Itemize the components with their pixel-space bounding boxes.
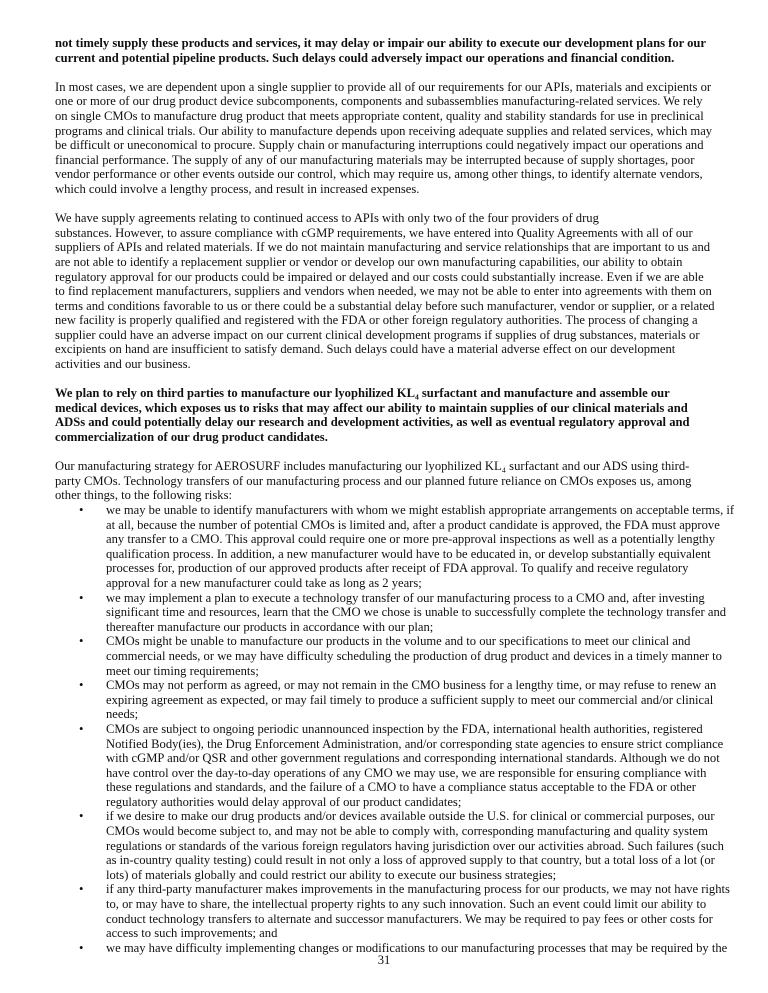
text-line: qualification process. In addition, a new manufacturer would have to be educated in, or develop substantially equivalent [106, 546, 711, 561]
text-line: suppliers of APIs and related materials. If we do not maintain manufacturing and service relationships that are important to us and [55, 240, 711, 255]
text-line: thereafter manufacture our products in accordance with our plan; [106, 619, 434, 634]
bullet-icon: • [79, 940, 84, 955]
text-line: programs and clinical trials. Our ability to manufacture depends upon receiving adequate supplies and related services, which may [55, 123, 713, 138]
text-line: if we desire to make our drug products and/or devices available outside the U.S. for clinical or commercial purposes, our [106, 809, 715, 824]
text-line: substances. However, to assure compliance with cGMP requirements, we have entered into Quality Agreements with all of our [55, 225, 693, 240]
text-line: excipients on hand are insufficient to satisfy demand. Such delays could have a material adverse effect on our development [55, 342, 676, 357]
text-line: commercial needs, or we may have difficulty scheduling the production of drug product and devices in a timely manner to [106, 648, 722, 663]
bullet-icon: • [79, 590, 84, 605]
text-line: financial performance. The supply of any of our manufacturing materials may be interrupted because of supply shortages, poor [55, 152, 695, 167]
text-line: ADSs and could potentially delay our research and development activities, as well as eventual regulatory approval and [55, 415, 690, 430]
text-line: current and potential pipeline products. Such delays could adversely impact our operations and financial condition. [55, 50, 675, 65]
text-line: vendor performance or other events outside our control, which may require us, among other things, to identify alternate vendors, [55, 167, 703, 182]
text-line: regulatory authorities would delay approval of our product candidates; [106, 794, 462, 809]
text-line: regulations or standards of the various foreign regulators having jurisdiction over our activities abroad. Such failures (such [106, 838, 724, 853]
text-line: access to such improvements; and [106, 926, 278, 941]
text-line: regulatory approval for our products could be impaired or delayed and our costs could substantially increase. Even if we are able [55, 269, 704, 284]
paragraph-spacer [55, 445, 745, 460]
section-heading [55, 386, 745, 444]
bullet-item [55, 722, 745, 810]
text-line: We plan to rely on third parties to manufacture our lyophilized KL₄ surfactant and manufacture and assemble our [55, 386, 670, 401]
text-line: supplier could have an adverse impact on our current clinical development programs if supplies of drug substances, materials or [55, 327, 700, 342]
paragraph [55, 211, 745, 372]
text-line: these regulations and standards, and the failure of a CMO to have a compliance status acceptable to the FDA or other [106, 780, 696, 795]
text-line: are not able to identify a replacement supplier or vendor or develop our own manufacturing capabilities, our ability to obtain [55, 254, 683, 269]
bullet-icon: • [79, 678, 84, 693]
text-line: one or more of our drug product device subcomponents, components and subassemblies manufacturing-related services. We rely [55, 94, 703, 109]
text-line: which could involve a lengthy process, and result in increased expenses. [55, 181, 420, 196]
text-line: In most cases, we are dependent upon a single supplier to provide all of our requirements for our APIs, materials and excipients or [55, 79, 712, 94]
bullet-icon: • [79, 503, 84, 517]
text-line: terms and conditions favorable to us or there could be a substantial delay before such manufacturer, vendor or supplier, or a related [55, 298, 715, 313]
text-line: on single CMOs to manufacture drug product that meets appropriate content, quality and stability standards for use in preclinical [55, 108, 704, 123]
text-line: processes for, production of our approved products after receipt of FDA approval. To qualify and receive regulatory [106, 561, 689, 576]
text-line: approval for a new manufacturer could take as long as 2 years; [106, 575, 422, 590]
text-line: not timely supply these products and services, it may delay or impair our ability to execute our development plans for our [55, 36, 707, 50]
text-line: to, or may have to share, the intellectual property rights to any such innovation. Such an event could limit our ability to [106, 897, 707, 912]
bullet-icon: • [79, 809, 84, 824]
text-line: CMOs are subject to ongoing periodic unannounced inspection by the FDA, international health authorities, registered [106, 721, 703, 736]
document-body [55, 36, 745, 955]
text-line: we may implement a plan to execute a technology transfer of our manufacturing process to a CMO and, after investing [106, 590, 705, 605]
bullet-icon: • [79, 634, 84, 649]
text-line: activities and our business. [55, 357, 191, 372]
text-line: expiring agreement as expected, or may fail timely to produce a sufficient supply to meet our commercial and/or clinical [106, 692, 714, 707]
text-line: Our manufacturing strategy for AEROSURF includes manufacturing our lyophilized KL₄ surfactant and our ADS using third- [55, 459, 690, 474]
bullet-item [55, 503, 745, 591]
bullet-item [55, 591, 745, 635]
text-line: other things, to the following risks: [55, 488, 233, 503]
text-line: We have supply agreements relating to continued access to APIs with only two of the four providers of drug [55, 211, 599, 226]
text-line: party CMOs. Technology transfers of our manufacturing process and our planned future reliance on CMOs exposes us, among [55, 473, 692, 488]
text-line: with cGMP and/or QSR and other government regulations and corresponding international standards. Although we do not [106, 751, 720, 766]
text-line: have control over the day-to-day operations of any CMO we may use, we are responsible for ensuring compliance with [106, 765, 707, 780]
bullet-item [55, 809, 745, 882]
bullet-icon: • [79, 882, 84, 897]
bullet-icon: • [79, 721, 84, 736]
text-line: significant time and resources, learn that the CMO we chose is unable to successfully complete the technology transfer and [106, 605, 727, 620]
paragraph [55, 80, 745, 197]
text-line: CMOs might be unable to manufacture our products in the volume and to our specifications to meet our clinical and [106, 634, 691, 649]
text-line: meet our timing requirements; [106, 663, 259, 678]
text-line: if any third-party manufacturer makes improvements in the manufacturing process for our products, we may not have rights [106, 882, 730, 897]
text-line: medical devices, which exposes us to risks that may affect our ability to maintain supplies of our clinical materials and [55, 400, 688, 415]
text-line: we may be unable to identify manufacturers with whom we might establish appropriate arrangements on acceptable terms, if [106, 503, 735, 517]
text-line: Notified Body(ies), the Drug Enforcement Administration, and/or corresponding state agencies to ensure strict compliance [106, 736, 724, 751]
text-line: CMOs would become subject to, and may not be able to comply with, corresponding manufacturing and quality system [106, 824, 708, 839]
text-line: needs; [106, 707, 139, 722]
text-line: lots) of materials globally and could restrict our ability to execute our business strategies; [106, 867, 557, 882]
text-line: conduct technology transfers to alternate and successor manufacturers. We may be required to pay fees or other costs for [106, 911, 713, 926]
paragraph [55, 459, 745, 503]
text-line: new facility is properly qualified and registered with the FDA or other foreign regulatory authorities. The process of changing a [55, 313, 698, 328]
paragraph-spacer [55, 197, 745, 212]
text-line: any transfer to a CMO. This approval could require one or more pre-approval inspections as well as a potentially lengthy [106, 532, 715, 547]
paragraph-spacer [55, 65, 745, 80]
text-line: at all, because the number of potential CMOs is limited and, after a product candidate is approved, the FDA must approve [106, 517, 720, 532]
page-number: 31 [377, 953, 391, 967]
paragraph-spacer [55, 372, 745, 387]
text-line: be difficult or uneconomical to procure. Supply chain or manufacturing interruptions could negatively impact our operations and [55, 138, 704, 153]
bullet-item [55, 882, 745, 940]
text-line: commercialization of our drug product candidates. [55, 430, 328, 445]
section-heading [55, 36, 745, 65]
text-line: we may have difficulty implementing changes or modifications to our manufacturing processes that may be required by the [106, 940, 728, 955]
text-line: as in-country quality testing) could result in not only a loss of approved supply to that country, but a total loss of a lot (or [106, 853, 715, 868]
bullet-item [55, 678, 745, 722]
text-line: to find replacement manufacturers, suppliers and vendors when needed, we may not be able to enter into agreements with them on [55, 284, 712, 299]
bullet-item [55, 634, 745, 678]
text-line: CMOs may not perform as agreed, or may not remain in the CMO business for a lengthy time, or may refuse to renew an [106, 678, 717, 693]
